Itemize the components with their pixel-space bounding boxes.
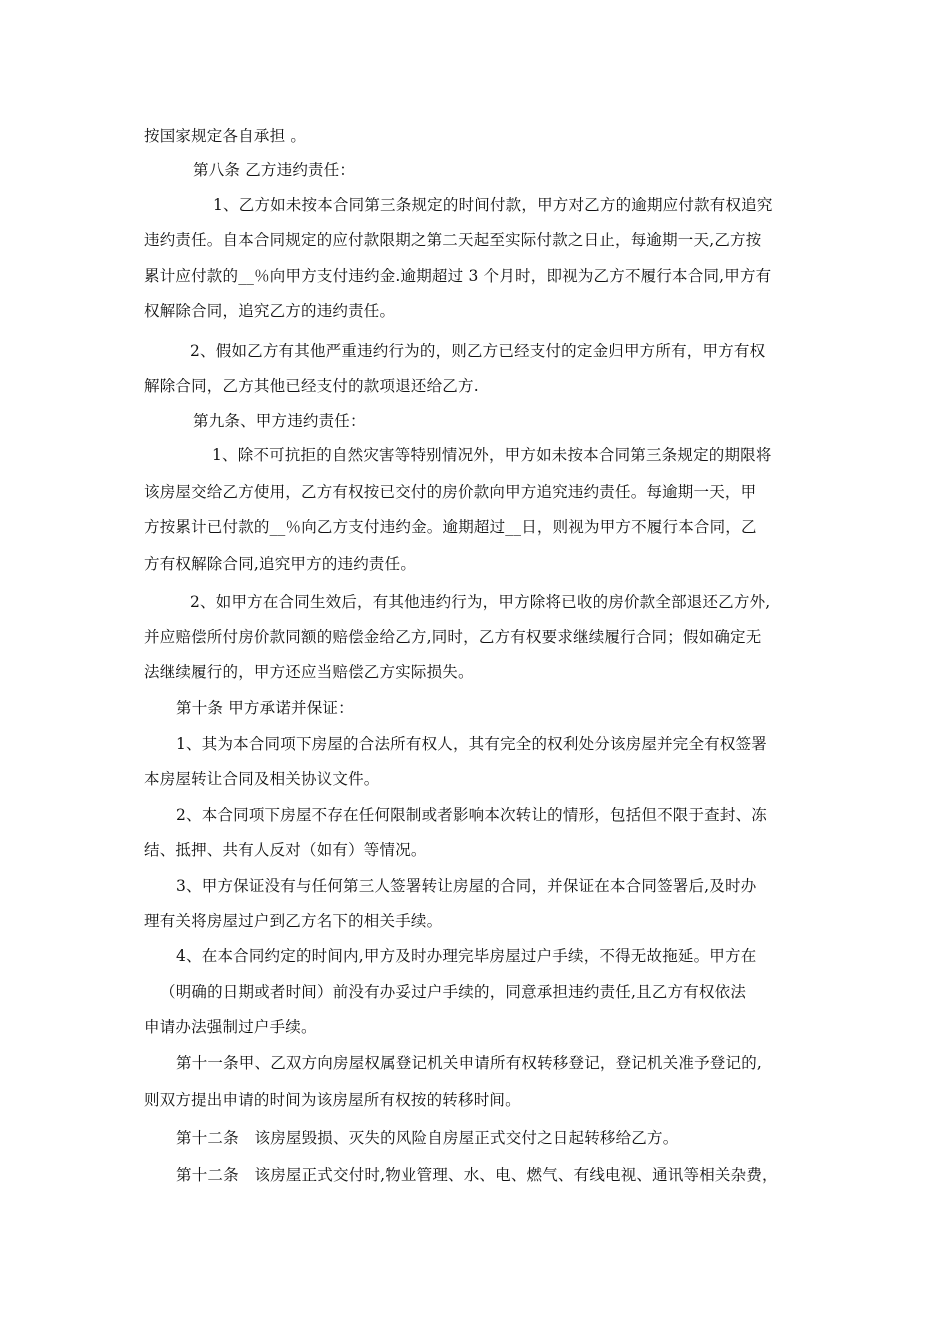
- article-heading: 第十一条甲、乙双方向房屋权属登记机关申请所有权转移登记，登记机关准予登记的,: [176, 1054, 763, 1072]
- text-line: 方按累计已付款的__％向乙方支付违约金。逾期超过__日，则视为甲方不履行本合同，乙: [144, 518, 757, 536]
- text-line: 结、抵押、共有人反对（如有）等情况。: [144, 841, 427, 859]
- text-line: 申请办法强制过户手续。: [144, 1018, 317, 1036]
- article-heading: 第八条 乙方违约责任：: [193, 161, 356, 179]
- text-line: 理有关将房屋过户到乙方名下的相关手续。: [144, 912, 443, 930]
- text-line: 方有权解除合同,追究甲方的违约责任。: [144, 555, 417, 573]
- text-line: 本房屋转让合同及相关协议文件。: [144, 770, 380, 788]
- text-line: 1、除不可抗拒的自然灾害等特别情况外，甲方如未按本合同第三条规定的期限将: [212, 446, 772, 464]
- text-line: 权解除合同，追究乙方的违约责任。: [144, 302, 396, 320]
- text-line: 3、甲方保证没有与任何第三人签署转让房屋的合同，并保证在本合同签署后,及时办: [176, 877, 757, 895]
- text-line: 并应赔偿所付房价款同额的赔偿金给乙方,同时，乙方有权要求继续履行合同；假如确定无: [144, 628, 762, 646]
- text-line: 按国家规定各自承担 。: [144, 127, 307, 145]
- text-line: 2、假如乙方有其他严重违约行为的，则乙方已经支付的定金归甲方所有，甲方有权: [190, 342, 766, 360]
- text-line: 4、在本合同约定的时间内,甲方及时办理完毕房屋过户手续，不得无故拖延。甲方在: [176, 947, 757, 965]
- article-heading: 第九条、甲方违约责任：: [193, 412, 366, 430]
- text-line: 解除合同，乙方其他已经支付的款项退还给乙方.: [144, 377, 479, 395]
- article-heading: 第十二条 该房屋毁损、灭失的风险自房屋正式交付之日起转移给乙方。: [176, 1129, 679, 1147]
- text-line: 2、如甲方在合同生效后，有其他违约行为，甲方除将已收的房价款全部退还乙方外,: [190, 593, 771, 611]
- text-line: 1、乙方如未按本合同第三条规定的时间付款，甲方对乙方的逾期应付款有权追究: [213, 196, 773, 214]
- article-heading: 第十二条 该房屋正式交付时,物业管理、水、电、燃气、有线电视、通讯等相关杂费，: [176, 1166, 778, 1184]
- text-line: 该房屋交给乙方使用，乙方有权按已交付的房价款向甲方追究违约责任。每逾期一天，甲: [144, 483, 757, 501]
- text-line: 1、其为本合同项下房屋的合法所有权人，其有完全的权利处分该房屋并完全有权签署: [176, 735, 767, 753]
- article-heading: 第十条 甲方承诺并保证：: [176, 699, 354, 717]
- text-line: 法继续履行的，甲方还应当赔偿乙方实际损失。: [144, 663, 474, 681]
- text-line: （明确的日期或者时间）前没有办妥过户手续的，同意承担违约责任,且乙方有权依法: [160, 983, 747, 1001]
- text-line: 则双方提出申请的时间为该房屋所有权按的转移时间。: [144, 1091, 521, 1109]
- text-line: 2、本合同项下房屋不存在任何限制或者影响本次转让的情形，包括但不限于查封、冻: [176, 806, 767, 824]
- text-line: 累计应付款的__％向甲方支付违约金.逾期超过 3 个月时，即视为乙方不履行本合同,甲方有: [144, 267, 772, 285]
- text-line: 违约责任。自本合同规定的应付款限期之第二天起至实际付款之日止，每逾期一天,乙方按: [144, 231, 762, 249]
